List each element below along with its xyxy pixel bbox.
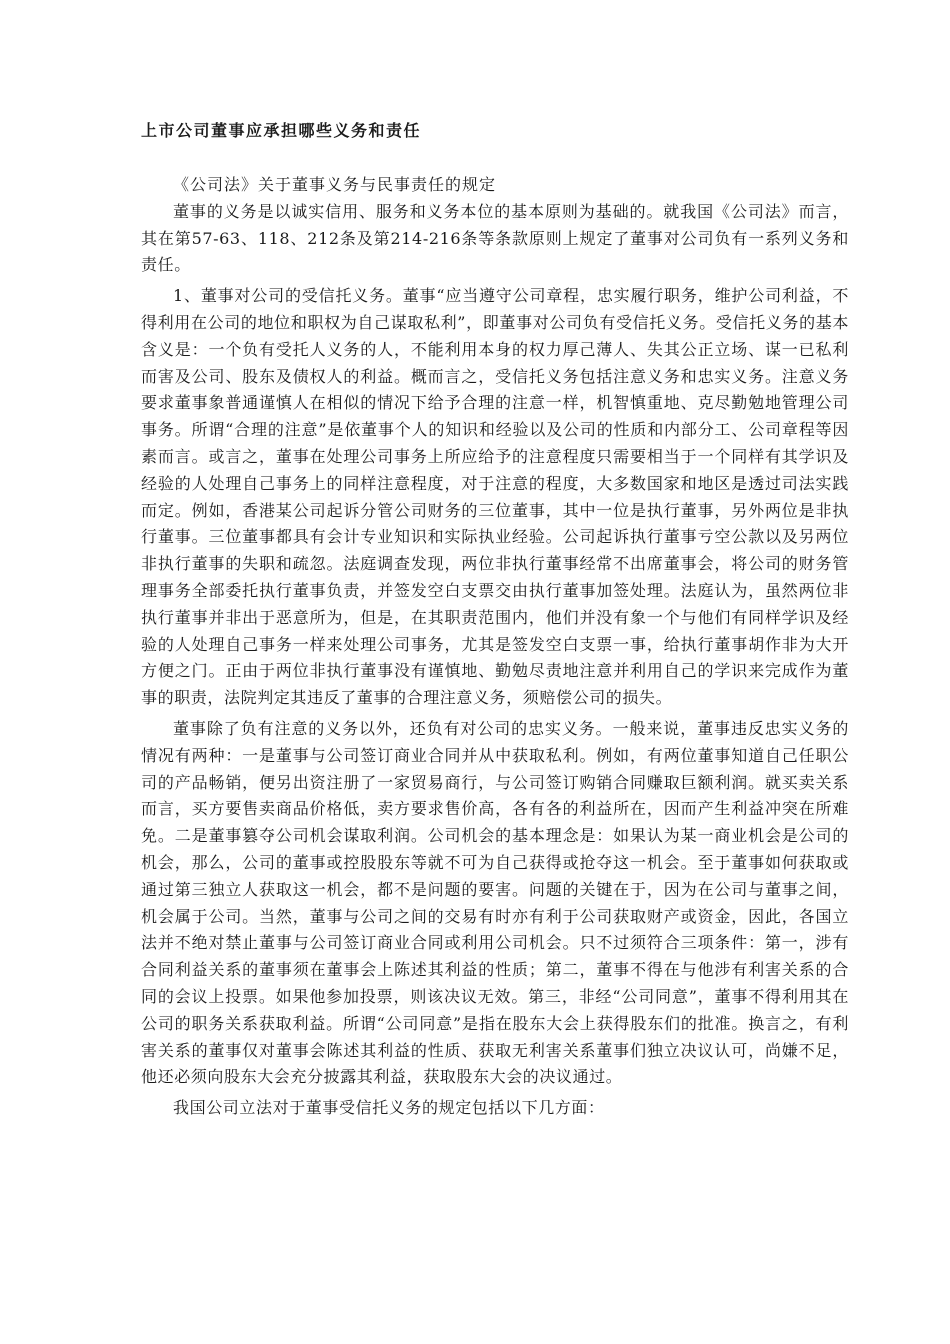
- paragraph-legislation-intro: 我国公司立法对于董事受信托义务的规定包括以下几方面：: [173, 1098, 605, 1118]
- section-heading: 《公司法》关于董事义务与民事责任的规定: [173, 175, 497, 194]
- paragraph-loyalty-duty: 董事除了负有注意的义务以外，还负有对公司的忠实义务。一般来说，董事违反忠实义务的情况有两种：一是董事与公司签订商业合同并从中获取私利。例如，有两位董事知道自己任职公司的产品畅销，便另出资注册了一家贸易商行，与公司签订购销合同赚取巨额利润。就买卖关系而言，买方要售卖商品价格低，卖方要求售价高，各有各的利益所在，因而产生利益冲突在所难免。二是董事篡夺公司机会谋取利润。公司机会的基本理念是：如果认为某一商业机会是公司的机会，那么，公司的董事或控股股东等就不可为自己获得或抢夺这一机会。至于董事如何获取或通过第三独立人获取这一机会，都不是问题的要害。问题的关键在于，因为在公司与董事之间，机会属于公司。当然，董事与公司之间的交易有时亦有利于公司获取财产或资金，因此，各国立法并不绝对禁止董事与公司签订商业合同或利用公司机会。只不过须符合三项条件：第一，涉有合同利益关系的董事须在董事会上陈述其利益的性质；第二，董事不得在与他涉有利害关系的合同的会议上投票。如果他参加投票，则该决议无效。第三，非经“公司同意”，董事不得利用其在公司的职务关系获取利益。所谓“公司同意”是指在股东大会上获得股东们的批准。换言之，有利害关系的董事仅对董事会陈述其利益的性质、获取无利害关系董事们独立决议认可，尚嫌不足，他还必须向股东大会充分披露其利益，获取股东大会的决议通过。: [141, 718, 849, 1087]
- document-title: 上市公司董事应承担哪些义务和责任: [141, 121, 422, 140]
- paragraph-intro: 董事的义务是以诚实信用、服务和义务本位的基本原则为基础的。就我国《公司法》而言，其在第57-63、118、212条及第214-216条等条款原则上规定了董事对公司负有一系列义务和责任。: [141, 201, 849, 275]
- paragraph-fiduciary-duty: 1、董事对公司的受信托义务。董事“应当遵守公司章程，忠实履行职务，维护公司利益，不得利用在公司的地位和职权为自己谋取私利”，即董事对公司负有受信托义务。受信托义务的基本含义是：一个负有受托人义务的人，不能利用本身的权力厚己薄人、失其公正立场、谋一已私利而害及公司、股东及债权人的利益。概而言之，受信托义务包括注意义务和忠实义务。注意义务要求董事象普通谨慎人在相似的情况下给予合理的注意一样，机智慎重地、克尽勤勉地管理公司事务。所谓“合理的注意”是依董事个人的知识和经验以及公司的性质和内部分工、公司章程等因素而言。或言之，董事在处理公司事务上所应给予的注意程度只需要相当于一个同样有其学识及经验的人处理自己事务上的同样注意程度，对于注意的程度，大多数国家和地区是透过司法实践而定。例如，香港某公司起诉分管公司财务的三位董事，其中一位是执行董事，另外两位是非执行董事。三位董事都具有会计专业知识和实际执业经验。公司起诉执行董事亏空公款以及另两位非执行董事的失职和疏忽。法庭调查发现，两位非执行董事经常不出席董事会，将公司的财务管理事务全部委托执行董事负责，并签发空白支票交由执行董事加签处理。法庭认为，虽然两位非执行董事并非出于恶意所为，但是，在其职责范围内，他们并没有象一个与他们有同样学识及经验的人处理自己事务一样来处理公司事务，尤其是签发空白支票一事，给执行董事胡作非为大开方便之门。正由于两位非执行董事没有谨慎地、勤勉尽责地注意并利用自己的学识来完成作为董事的职责，法院判定其违反了董事的合理注意义务，须赔偿公司的损失。: [141, 286, 849, 708]
- document-body: [141, 172, 849, 1126]
